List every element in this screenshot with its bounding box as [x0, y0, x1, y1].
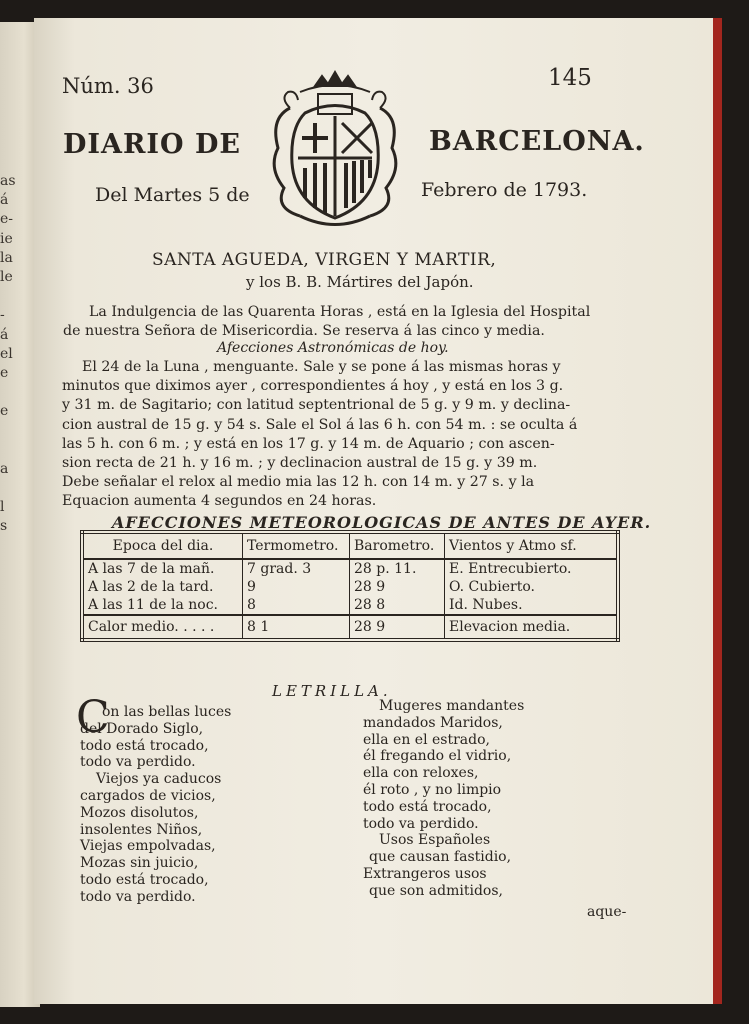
masthead-title-right: BARCELONA.: [429, 126, 645, 157]
date-right: Febrero de 1793.: [421, 179, 588, 201]
verse-line: todo va perdido.: [80, 888, 196, 905]
facing-page-fragment: le: [0, 268, 13, 285]
weather-table: [80, 530, 620, 642]
verse-line: que son admitidos,: [369, 882, 503, 899]
table-row: [82, 578, 618, 596]
facing-page-fragment: as: [0, 173, 16, 189]
facing-page-fragment: [0, 287, 14, 306]
facing-page-fragment: [0, 383, 14, 402]
table-cell: A las 7 de la mañ.: [88, 561, 215, 577]
verse-line: insolentes Niños,: [80, 821, 203, 838]
drop-cap: C: [76, 692, 110, 743]
column-header: Vientos y Atmo sf.: [445, 532, 619, 559]
table-cell: 7 grad. 3: [243, 559, 350, 578]
verse-line: que causan fastidio,: [369, 849, 512, 866]
facing-page-fragment: [0, 441, 14, 460]
verse-line: Viejos ya caducos: [96, 771, 222, 788]
table-row: [82, 559, 618, 578]
column-header: Epoca del dia.: [82, 532, 243, 559]
table-cell: O. Cubierto.: [445, 578, 619, 596]
facing-page-text: [0, 172, 14, 537]
text-line: La Indulgencia de las Quarenta Horas , está en la Iglesia del Hospital: [89, 304, 591, 320]
table-header-row: [82, 532, 618, 559]
newspaper-page: [34, 18, 722, 1004]
verse-line: cargados de vicios,: [80, 787, 216, 804]
verse-line: todo está trocado,: [80, 871, 209, 888]
facing-page-fragment: [0, 421, 14, 440]
verse-line: ella con reloxes,: [363, 765, 479, 782]
column-header: Barometro.: [350, 532, 445, 559]
poem-title: LETRILLA.: [272, 682, 392, 700]
verse-line: todo va perdido.: [80, 754, 196, 771]
column-header: Termometro.: [243, 532, 350, 559]
poem-right-column: [363, 698, 524, 900]
verse-line: todo está trocado,: [363, 798, 492, 815]
text-line: de nuestra Señora de Misericordia. Se reserva á las cinco y media.: [63, 323, 545, 340]
verse-line: Extrangeros usos: [363, 865, 487, 882]
facing-page-fragment: s: [0, 518, 8, 535]
verse-line: ella en el estrado,: [363, 731, 490, 748]
facing-page-fragment: la: [0, 249, 13, 266]
text-line: las 5 h. con 6 m. ; y está en los 17 g. y 14 m. de Aquario ; con ascen-: [62, 435, 555, 452]
weather-title: AFECCIONES METEOROLOGICAS DE ANTES DE AYER.: [112, 513, 652, 532]
date-left: Del Martes 5 de: [95, 184, 250, 206]
facing-page-fragment: e: [0, 403, 9, 420]
page-number: 145: [548, 65, 592, 91]
masthead-title-left: DIARIO DE: [63, 129, 241, 160]
table-cell: 8: [243, 596, 350, 615]
verse-line: Viejas empolvadas,: [80, 838, 216, 855]
facing-page-fragment: el: [0, 345, 13, 362]
facing-page-fragment: e: [0, 364, 9, 381]
facing-page-fragment: l: [0, 499, 5, 516]
verse-line: Mugeres mandantes: [379, 698, 525, 714]
verse-line: del Dorado Siglo,: [80, 720, 204, 737]
table-cell: 9: [243, 578, 350, 596]
text-line: cion austral de 15 g. y 54 s. Sale el Sol á las 6 h. con 54 m. : se oculta á: [62, 416, 578, 433]
astro-paragraph: [62, 358, 577, 512]
table-total-row: [82, 615, 618, 640]
facing-page-fragment: e-: [0, 211, 14, 228]
table-cell: E. Entrecubierto.: [445, 559, 619, 578]
facing-page-fragment: -: [0, 307, 5, 324]
table-row: [82, 596, 618, 615]
verse-line: on las bellas luces: [102, 704, 232, 720]
table-cell: Elevacion media.: [445, 615, 619, 640]
verse-line: él fregando el vidrio,: [363, 748, 512, 765]
facing-page-fragment: ie: [0, 230, 13, 247]
facing-page-fragment: [0, 479, 14, 498]
verse-line: él roto , y no limpio: [363, 781, 502, 798]
verse-line: todo va perdido.: [363, 815, 479, 832]
issue-number: Núm. 36: [62, 74, 154, 98]
table-cell: A las 11 de la noc.: [88, 597, 218, 613]
facing-page-fragment: á: [0, 326, 9, 343]
table-cell: A las 2 de la tard.: [88, 579, 214, 595]
facing-page-fragment: á: [0, 192, 9, 209]
verse-line: Mozas sin juicio,: [80, 855, 199, 872]
table-cell: Calor medio. . . . .: [82, 615, 243, 640]
saint-line-1: SANTA AGUEDA, VIRGEN Y MARTIR,: [152, 250, 497, 270]
verse-line: Mozos disolutos,: [80, 804, 199, 821]
text-line: y 31 m. de Sagitario; con latitud septentrional de 5 g. y 9 m. y declina-: [62, 397, 571, 414]
coat-of-arms-icon: [260, 68, 410, 233]
poem-left-column: [80, 704, 231, 906]
verse-line: Usos Españoles: [379, 832, 491, 849]
text-line: El 24 de la Luna , menguante. Sale y se pone á las mismas horas y: [82, 359, 561, 375]
table-cell: 28 8: [350, 596, 445, 615]
table-cell: Id. Nubes.: [445, 596, 619, 615]
catchword: aque-: [587, 904, 627, 920]
table-cell: 8 1: [243, 615, 350, 640]
astro-heading: Afecciones Astronómicas de hoy.: [217, 340, 449, 356]
facing-page-fragment: a: [0, 460, 9, 477]
verse-line: mandados Maridos,: [363, 714, 503, 731]
table-cell: 28 p. 11.: [350, 559, 445, 578]
table-cell: 28 9: [350, 578, 445, 596]
verse-line: todo está trocado,: [80, 737, 209, 754]
text-line: minutos que diximos ayer , correspondientes á hoy , y está en los 3 g.: [62, 378, 564, 395]
text-line: Equacion aumenta 4 segundos en 24 horas.: [62, 493, 377, 510]
text-line: sion recta de 21 h. y 16 m. ; y declinacion austral de 15 g. y 39 m.: [62, 455, 538, 472]
table-cell: 28 9: [350, 615, 445, 640]
text-line: Debe señalar el relox al medio mia las 12 h. con 14 m. y 27 s. y la: [62, 474, 535, 491]
indulgence-paragraph: [63, 303, 591, 341]
saint-line-2: y los B. B. Mártires del Japón.: [246, 273, 474, 291]
